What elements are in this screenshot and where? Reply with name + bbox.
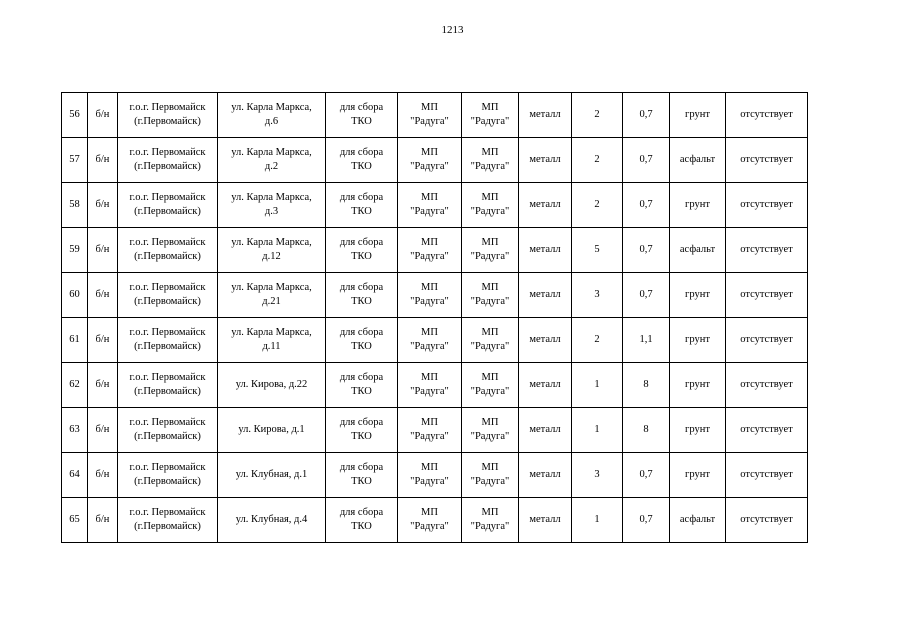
cell-surface: асфальт [670, 498, 726, 543]
cell-purpose [326, 183, 398, 228]
cell-district-line: (г.Первомайск) [134, 386, 201, 397]
cell-material: металл [519, 273, 572, 318]
cell-address-line: ул. Карла Маркса, [231, 147, 312, 158]
cell-district [118, 318, 218, 363]
cell-district-line: (г.Первомайск) [134, 296, 201, 307]
cell-number: 57 [62, 138, 88, 183]
cell-purpose [326, 138, 398, 183]
cell-number: 63 [62, 408, 88, 453]
cell-material: металл [519, 138, 572, 183]
cell-district [118, 183, 218, 228]
cell-container-count: 2 [572, 93, 623, 138]
cell-owner-line: "Радуга" [410, 116, 449, 127]
cell-owner [398, 363, 462, 408]
cell-operator-line: "Радуга" [470, 431, 510, 442]
cell-owner-line: "Радуга" [410, 386, 449, 397]
cell-operator [462, 498, 519, 543]
cell-district-line: г.о.г. Первомайск [129, 147, 206, 158]
cell-owner-line: МП [421, 192, 438, 203]
cell-address [218, 498, 326, 543]
cell-container-count: 1 [572, 408, 623, 453]
cell-operator-line: "Радуга" [470, 161, 510, 172]
cell-fence: отсутствует [726, 318, 808, 363]
cell-owner-line: "Радуга" [410, 206, 449, 217]
cell-number: 58 [62, 183, 88, 228]
cell-address-line: ул. Карла Маркса, [231, 102, 312, 113]
cell-purpose [326, 363, 398, 408]
cell-container-count: 3 [572, 453, 623, 498]
cell-owner-line: "Радуга" [410, 341, 449, 352]
cell-operator-line: "Радуга" [470, 206, 510, 217]
cell-owner-line: "Радуга" [410, 296, 449, 307]
cell-surface: грунт [670, 453, 726, 498]
cell-district [118, 273, 218, 318]
cell-number: 56 [62, 93, 88, 138]
cell-owner [398, 318, 462, 363]
cell-address [218, 138, 326, 183]
cell-district-line: г.о.г. Первомайск [129, 327, 206, 338]
cell-district [118, 93, 218, 138]
cell-owner [398, 138, 462, 183]
cell-address [218, 93, 326, 138]
cell-purpose-line: для сбора [339, 192, 384, 203]
cell-address-line: ул. Карла Маркса, [231, 237, 312, 248]
cell-address [218, 453, 326, 498]
cell-owner-line: МП [421, 282, 438, 293]
table-row [62, 228, 808, 273]
cell-address-line: ул. Карла Маркса, [231, 192, 312, 203]
cell-district-line: г.о.г. Первомайск [129, 507, 206, 518]
cell-surface: грунт [670, 408, 726, 453]
cell-purpose [326, 408, 398, 453]
page-number: 1213 [441, 24, 464, 36]
cell-district [118, 408, 218, 453]
cell-district [118, 138, 218, 183]
cell-purpose-line: для сбора [339, 327, 384, 338]
cell-address-line: ул. Карла Маркса, [231, 282, 312, 293]
cell-owner [398, 273, 462, 318]
cell-purpose-line: ТКО [351, 341, 372, 352]
table-row [62, 363, 808, 408]
cell-container-volume: 1,1 [623, 318, 670, 363]
cell-purpose-line: ТКО [351, 296, 372, 307]
cell-purpose-line: для сбора [339, 147, 384, 158]
cell-purpose-line: для сбора [339, 372, 384, 383]
cell-purpose-line: ТКО [351, 386, 372, 397]
cell-owner [398, 453, 462, 498]
cell-surface: грунт [670, 93, 726, 138]
cell-district-line: г.о.г. Первомайск [129, 462, 206, 473]
cell-code: б/н [88, 363, 118, 408]
cell-district-line: г.о.г. Первомайск [129, 237, 206, 248]
cell-purpose-line: для сбора [339, 237, 384, 248]
cell-container-volume: 8 [623, 408, 670, 453]
table-body [62, 93, 808, 543]
cell-code: б/н [88, 453, 118, 498]
cell-material: металл [519, 228, 572, 273]
cell-district-line: г.о.г. Первомайск [129, 102, 206, 113]
cell-address-line: д.2 [264, 161, 279, 172]
cell-material: металл [519, 408, 572, 453]
cell-material: металл [519, 363, 572, 408]
cell-district [118, 228, 218, 273]
cell-operator-line: МП [481, 327, 499, 338]
cell-owner-line: МП [421, 102, 438, 113]
cell-operator [462, 363, 519, 408]
table-row [62, 93, 808, 138]
cell-owner-line: "Радуга" [410, 431, 449, 442]
cell-address [218, 228, 326, 273]
cell-container-volume: 0,7 [623, 138, 670, 183]
cell-district-line: (г.Первомайск) [134, 116, 201, 127]
cell-owner [398, 228, 462, 273]
cell-purpose-line: ТКО [351, 161, 372, 172]
cell-purpose-line: ТКО [351, 251, 372, 262]
cell-purpose-line: для сбора [339, 417, 384, 428]
cell-material: металл [519, 93, 572, 138]
cell-district-line: г.о.г. Первомайск [129, 417, 206, 428]
cell-number: 65 [62, 498, 88, 543]
cell-material: металл [519, 318, 572, 363]
cell-purpose-line: ТКО [351, 521, 372, 532]
cell-operator [462, 318, 519, 363]
registry-table [61, 92, 808, 543]
cell-purpose [326, 93, 398, 138]
cell-container-volume: 0,7 [623, 273, 670, 318]
cell-purpose [326, 318, 398, 363]
cell-container-volume: 0,7 [623, 453, 670, 498]
cell-district [118, 363, 218, 408]
cell-code: б/н [88, 183, 118, 228]
cell-surface: грунт [670, 183, 726, 228]
cell-container-count: 1 [572, 498, 623, 543]
cell-owner-line: МП [421, 237, 438, 248]
cell-address-line: д.3 [264, 206, 279, 217]
cell-number: 64 [62, 453, 88, 498]
cell-district [118, 498, 218, 543]
cell-district-line: г.о.г. Первомайск [129, 372, 206, 383]
cell-container-count: 2 [572, 183, 623, 228]
cell-address [218, 363, 326, 408]
table-row [62, 183, 808, 228]
cell-owner-line: МП [421, 462, 438, 473]
cell-purpose-line: ТКО [351, 206, 372, 217]
cell-purpose-line: ТКО [351, 476, 372, 487]
cell-code: б/н [88, 318, 118, 363]
cell-district-line: (г.Первомайск) [134, 341, 201, 352]
cell-district-line: г.о.г. Первомайск [129, 282, 206, 293]
cell-container-count: 1 [572, 363, 623, 408]
table-row [62, 453, 808, 498]
cell-owner [398, 408, 462, 453]
cell-address-line: ул. Кирова, д.22 [235, 379, 308, 390]
cell-operator [462, 273, 519, 318]
cell-container-volume: 0,7 [623, 93, 670, 138]
cell-district-line: (г.Первомайск) [134, 251, 201, 262]
cell-operator-line: МП [481, 507, 499, 518]
cell-code: б/н [88, 498, 118, 543]
cell-fence: отсутствует [726, 93, 808, 138]
cell-operator-line: "Радуга" [470, 476, 510, 487]
cell-operator-line: "Радуга" [470, 521, 510, 532]
cell-district-line: (г.Первомайск) [134, 476, 201, 487]
cell-address-line: ул. Карла Маркса, [231, 327, 312, 338]
cell-number: 59 [62, 228, 88, 273]
table-row [62, 138, 808, 183]
cell-surface: грунт [670, 273, 726, 318]
cell-fence: отсутствует [726, 138, 808, 183]
cell-material: металл [519, 498, 572, 543]
cell-owner [398, 498, 462, 543]
cell-operator [462, 183, 519, 228]
cell-address-line: д.12 [262, 251, 281, 262]
cell-code: б/н [88, 93, 118, 138]
cell-operator-line: МП [481, 462, 499, 473]
cell-purpose [326, 228, 398, 273]
table-row [62, 498, 808, 543]
cell-fence: отсутствует [726, 273, 808, 318]
cell-owner-line: МП [421, 147, 438, 158]
cell-owner-line: МП [421, 417, 438, 428]
cell-address [218, 318, 326, 363]
cell-operator-line: МП [481, 282, 499, 293]
cell-district-line: (г.Первомайск) [134, 161, 201, 172]
cell-operator [462, 228, 519, 273]
cell-address [218, 408, 326, 453]
cell-operator-line: МП [481, 417, 499, 428]
cell-container-volume: 0,7 [623, 183, 670, 228]
cell-district-line: (г.Первомайск) [134, 521, 201, 532]
cell-operator [462, 93, 519, 138]
cell-fence: отсутствует [726, 183, 808, 228]
cell-district-line: (г.Первомайск) [134, 431, 201, 442]
cell-operator-line: МП [481, 102, 499, 113]
cell-surface: асфальт [670, 138, 726, 183]
cell-code: б/н [88, 228, 118, 273]
cell-container-count: 3 [572, 273, 623, 318]
cell-operator [462, 138, 519, 183]
table-row [62, 318, 808, 363]
cell-owner-line: МП [421, 327, 438, 338]
cell-owner-line: МП [421, 507, 438, 518]
cell-district-line: г.о.г. Первомайск [129, 192, 206, 203]
cell-district [118, 453, 218, 498]
cell-operator [462, 453, 519, 498]
cell-fence: отсутствует [726, 498, 808, 543]
cell-purpose-line: для сбора [339, 102, 384, 113]
cell-code: б/н [88, 273, 118, 318]
cell-address-line: д.11 [262, 341, 281, 352]
cell-number: 60 [62, 273, 88, 318]
cell-address [218, 183, 326, 228]
cell-owner-line: "Радуга" [410, 251, 449, 262]
cell-fence: отсутствует [726, 363, 808, 408]
cell-container-count: 2 [572, 318, 623, 363]
cell-number: 61 [62, 318, 88, 363]
cell-address [218, 273, 326, 318]
cell-surface: асфальт [670, 228, 726, 273]
cell-address-line: ул. Клубная, д.4 [235, 514, 308, 525]
cell-operator [462, 408, 519, 453]
cell-owner [398, 183, 462, 228]
cell-district-line: (г.Первомайск) [134, 206, 201, 217]
table-row [62, 273, 808, 318]
cell-container-volume: 0,7 [623, 498, 670, 543]
cell-address-line: д.6 [264, 116, 279, 127]
cell-operator-line: "Радуга" [470, 116, 510, 127]
cell-container-count: 2 [572, 138, 623, 183]
cell-operator-line: "Радуга" [470, 341, 510, 352]
cell-address-line: ул. Кирова, д.1 [238, 424, 305, 435]
cell-address-line: д.21 [262, 296, 281, 307]
cell-operator-line: МП [481, 192, 499, 203]
cell-purpose-line: для сбора [339, 462, 384, 473]
cell-owner [398, 93, 462, 138]
cell-fence: отсутствует [726, 228, 808, 273]
cell-container-volume: 0,7 [623, 228, 670, 273]
cell-purpose-line: для сбора [339, 282, 384, 293]
cell-surface: грунт [670, 363, 726, 408]
cell-operator-line: МП [481, 147, 499, 158]
cell-fence: отсутствует [726, 453, 808, 498]
cell-purpose [326, 273, 398, 318]
cell-surface: грунт [670, 318, 726, 363]
cell-code: б/н [88, 408, 118, 453]
cell-purpose-line: для сбора [339, 507, 384, 518]
cell-operator-line: "Радуга" [470, 386, 510, 397]
cell-container-volume: 8 [623, 363, 670, 408]
cell-purpose [326, 453, 398, 498]
cell-purpose [326, 498, 398, 543]
table-row [62, 408, 808, 453]
cell-operator-line: МП [481, 372, 499, 383]
cell-owner-line: "Радуга" [410, 161, 449, 172]
cell-operator-line: "Радуга" [470, 251, 510, 262]
cell-number: 62 [62, 363, 88, 408]
cell-operator-line: "Радуга" [470, 296, 510, 307]
cell-owner-line: "Радуга" [410, 476, 449, 487]
cell-purpose-line: ТКО [351, 116, 372, 127]
cell-fence: отсутствует [726, 408, 808, 453]
cell-owner-line: "Радуга" [410, 521, 449, 532]
cell-address-line: ул. Клубная, д.1 [235, 469, 308, 480]
cell-code: б/н [88, 138, 118, 183]
cell-owner-line: МП [421, 372, 438, 383]
cell-material: металл [519, 453, 572, 498]
cell-purpose-line: ТКО [351, 431, 372, 442]
cell-operator-line: МП [481, 237, 499, 248]
cell-material: металл [519, 183, 572, 228]
cell-container-count: 5 [572, 228, 623, 273]
